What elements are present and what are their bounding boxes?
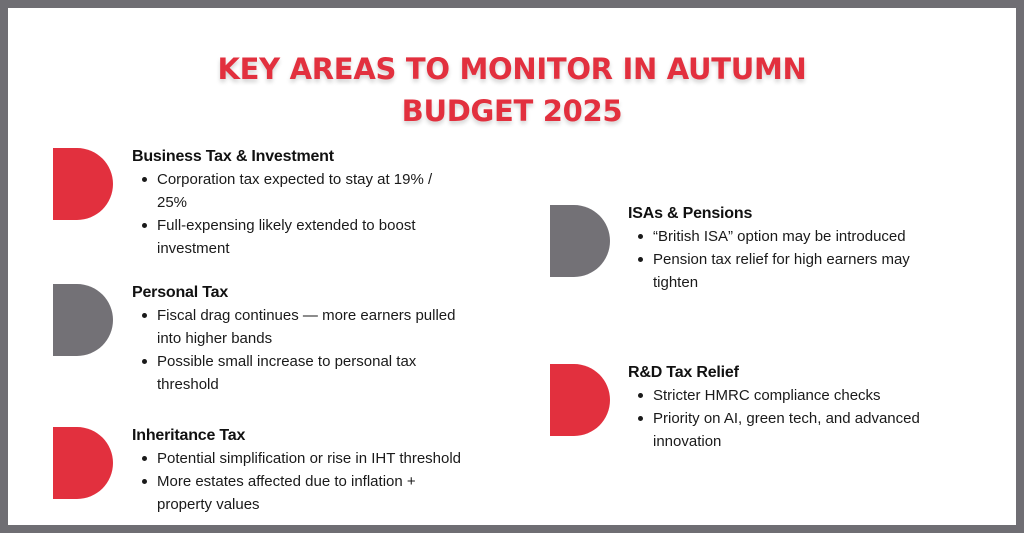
bullet-item: Fiscal drag continues — more earners pulled into higher bands <box>132 304 457 350</box>
bullet-item: Stricter HMRC compliance checks <box>628 384 968 407</box>
half-circle-grey-icon <box>550 205 610 277</box>
section-heading: Inheritance Tax <box>132 427 246 444</box>
bullet-item: “British ISA” option may be introduced <box>628 225 958 248</box>
half-circle-red-icon <box>550 364 610 436</box>
half-circle-red-icon <box>53 427 113 499</box>
bullet-list <box>628 225 988 294</box>
bullet-item: More estates affected due to inflation + property values <box>132 470 472 516</box>
bullet-list <box>628 384 988 453</box>
bullet-list <box>132 304 492 396</box>
section-heading: R&D Tax Relief <box>628 364 739 381</box>
half-circle-red-icon <box>53 148 113 220</box>
bullet-item: Priority on AI, green tech, and advanced innovation <box>628 407 968 453</box>
bullet-item: Possible small increase to personal tax threshold <box>132 350 457 396</box>
bullet-item: Potential simplification or rise in IHT threshold <box>132 447 512 470</box>
title-line-1: KEY AREAS TO MONITOR IN AUTUMN <box>217 52 807 86</box>
bullet-list <box>132 447 512 516</box>
section-heading: ISAs & Pensions <box>628 205 753 222</box>
section-heading: Business Tax & Investment <box>132 148 334 165</box>
section-heading: Personal Tax <box>132 284 229 301</box>
infographic-page <box>8 8 1016 525</box>
page-title <box>8 48 1016 132</box>
bullet-item: Corporation tax expected to stay at 19% / 25% <box>132 168 462 214</box>
title-line-2: BUDGET 2025 <box>401 94 623 128</box>
bullet-item: Pension tax relief for high earners may tighten <box>628 248 958 294</box>
half-circle-grey-icon <box>53 284 113 356</box>
bullet-list <box>132 168 492 260</box>
bullet-item: Full-expensing likely extended to boost investment <box>132 214 462 260</box>
